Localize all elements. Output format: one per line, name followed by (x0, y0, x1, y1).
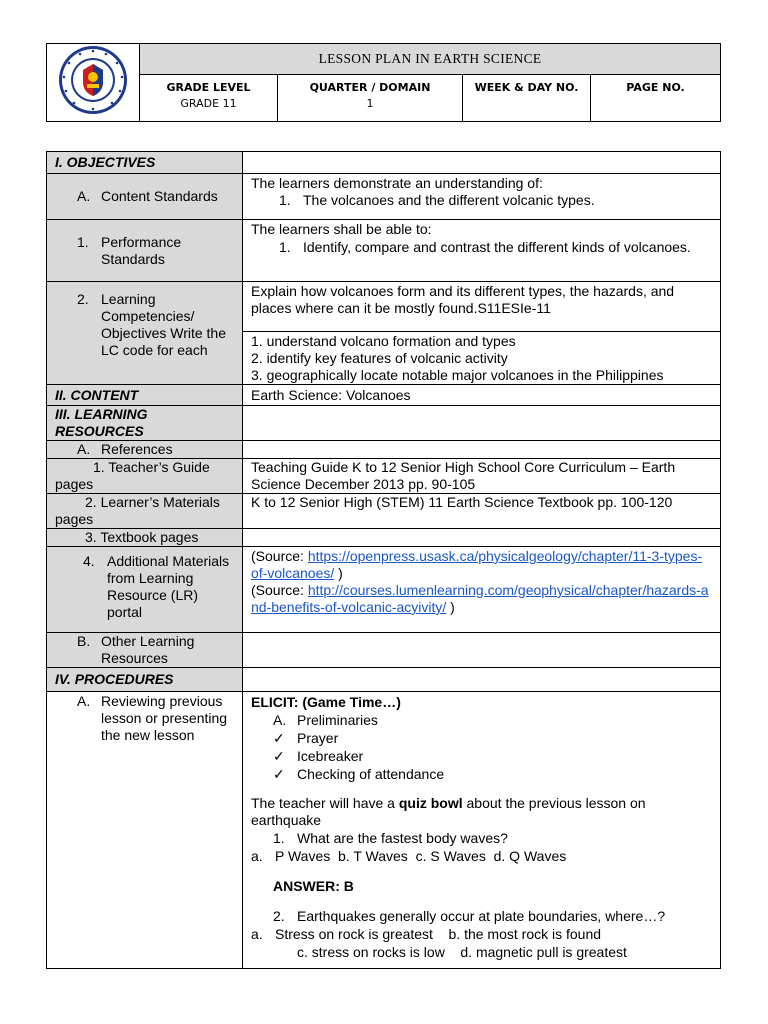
grade-level-label: GRADE LEVEL (166, 81, 251, 94)
table-row (47, 494, 721, 529)
procedures-heading: IV. PROCEDURES (55, 671, 174, 687)
grade-level-cell (140, 75, 278, 122)
check-icon: ✓ (273, 730, 285, 746)
competency-item: 2. identify key features of volcanic activity (251, 350, 508, 366)
teachers-guide-value: Teaching Guide K to 12 Senior High School Core Curriculum – Earth Science December 2013 pp. 90-105 (243, 459, 721, 494)
teachers-guide-label: 1. Teacher’s Guide pages (47, 459, 243, 494)
performance-standards-num: 1. (77, 234, 89, 250)
table-row (47, 406, 721, 441)
page-no-label: PAGE NO. (626, 81, 685, 94)
table-row (47, 529, 721, 547)
content-standards-intro: The learners demonstrate an understanding of: (251, 175, 543, 191)
check-item-attendance: Checking of attendance (297, 766, 445, 782)
page-no-cell (591, 75, 721, 122)
check-icon: ✓ (273, 766, 285, 782)
other-value (243, 633, 721, 668)
content-heading: II. CONTENT (55, 386, 139, 403)
quarter-domain-cell (278, 75, 463, 122)
other-label: Other Learning Resources (101, 633, 195, 666)
performance-standards-item-num: 1. (279, 239, 291, 255)
performance-standards-item: Identify, compare and contrast the different kinds of volcanoes. (303, 239, 691, 255)
textbook-label: 3. Textbook pages (47, 529, 243, 547)
table-row (47, 282, 721, 332)
objectives-heading: I. OBJECTIVES (55, 154, 156, 170)
competencies-text: Explain how volcanoes form and its different types, the hazards, and places where can it be mostly found.S11ESIe-11 (243, 282, 721, 332)
other-letter: B. (77, 633, 91, 649)
question-2-num: 2. (273, 908, 285, 924)
question-2-choices-2: c. stress on rocks is low d. magnetic pull is greatest (297, 944, 627, 960)
content-value: Earth Science: Volcanoes (243, 385, 721, 406)
table-row (47, 459, 721, 494)
learners-materials-label: 2. Learner’s Materials pages (47, 494, 243, 529)
learners-materials-value: K to 12 Senior High (STEM) 11 Earth Science Textbook pp. 100-120 (243, 494, 721, 529)
references-label: References (101, 441, 173, 457)
content-standards-label: Content Standards (101, 188, 218, 204)
question-1-num: 1. (273, 830, 285, 846)
table-row (47, 547, 721, 633)
content-standards-item-num: 1. (279, 192, 291, 208)
table-row (47, 668, 721, 692)
question-1-choice-letter: a. (251, 848, 263, 864)
resources-heading: III. LEARNING RESOURCES (55, 406, 148, 439)
check-icon: ✓ (273, 748, 285, 764)
competency-item: 3. geographically locate notable major volcanoes in the Philippines (251, 367, 664, 383)
question-2-choices-1: Stress on rock is greatest b. the most rock is found (275, 926, 602, 942)
competencies-num: 2. (77, 291, 89, 307)
lesson-plan-table (46, 151, 721, 969)
table-row (47, 441, 721, 459)
lumenlearning-link[interactable]: http://courses.lumenlearning.com/geophysical/chapter/hazards-and-benefits-of-volcanic-acyivity/ (251, 582, 709, 615)
table-row (47, 174, 721, 220)
source-line-1: (Source: https://openpress.usask.ca/physicalgeology/chapter/11-3-types-of-volcanoes/ ) (251, 548, 703, 581)
prelim-text: Preliminaries (297, 712, 378, 728)
grade-level-value: GRADE 11 (180, 97, 237, 110)
question-1-text: What are the fastest body waves? (297, 830, 508, 846)
content-standards-letter: A. (77, 188, 91, 204)
table-row (47, 692, 721, 969)
question-2-choice-letter: a. (251, 926, 263, 942)
review-label: Reviewing previous lesson or presenting the new lesson (101, 693, 228, 743)
performance-standards-label: Performance Standards (101, 234, 182, 267)
table-row (47, 633, 721, 668)
lesson-plan-title: LESSON PLAN IN EARTH SCIENCE (140, 44, 721, 75)
references-letter: A. (77, 441, 91, 457)
week-day-label: WEEK & DAY NO. (474, 81, 579, 94)
question-2-text: Earthquakes generally occur at plate boundaries, where…? (297, 908, 666, 924)
table-row (47, 220, 721, 282)
source-line-2: (Source: http://courses.lumenlearning.com/geophysical/chapter/hazards-and-benefits-of-volcanic-acyivity/ ) (251, 582, 709, 615)
question-1-choices: P Waves b. T Waves c. S Waves d. Q Waves (275, 848, 567, 864)
quarter-domain-value: 1 (366, 97, 374, 110)
prelim-letter: A. (273, 712, 287, 728)
deped-seal (47, 44, 140, 122)
elicit-heading: ELICIT: (Game Time…) (251, 694, 401, 710)
answer-text: ANSWER: B (273, 878, 354, 894)
content-standards-item: The volcanoes and the different volcanic types. (303, 192, 595, 208)
competency-item: 1. understand volcano formation and types (251, 333, 516, 349)
textbook-value (243, 529, 721, 547)
competencies-label: Learning Competencies/ Objectives Write the LC code for each (101, 291, 227, 358)
check-item-prayer: Prayer (297, 730, 339, 746)
review-letter: A. (77, 693, 91, 709)
table-row (47, 385, 721, 406)
table-row (47, 152, 721, 174)
quarter-domain-label: QUARTER / DOMAIN (309, 81, 431, 94)
performance-standards-intro: The learners shall be able to: (251, 221, 432, 237)
deped-seal-icon (57, 44, 129, 116)
additional-label: Additional Materials from Learning Resource (LR) portal (107, 553, 230, 620)
openpress-link[interactable]: https://openpress.usask.ca/physicalgeology/chapter/11-3-types-of-volcanoes/ (251, 548, 703, 581)
week-day-cell (463, 75, 591, 122)
additional-num: 4. (83, 553, 95, 569)
header-table (46, 43, 721, 122)
quiz-bowl-text: The teacher will have a quiz bowl about the previous lesson on earthquake (251, 795, 646, 828)
check-item-icebreaker: Icebreaker (297, 748, 364, 764)
